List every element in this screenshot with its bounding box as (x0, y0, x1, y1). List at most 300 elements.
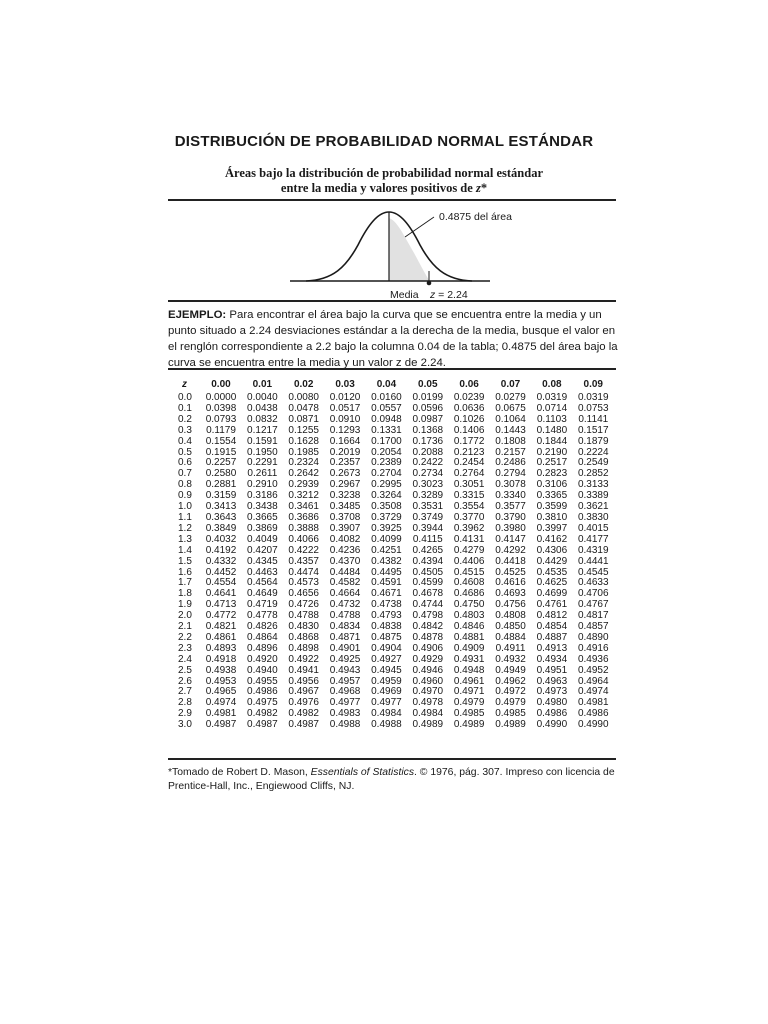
area-value-cell: 0.4706 (577, 588, 609, 600)
area-value-cell: 0.4949 (495, 664, 526, 676)
area-value-cell: 0.4608 (453, 577, 485, 589)
area-value-cell: 0.3238 (329, 490, 361, 502)
area-value-cell: 0.4927 (371, 653, 402, 665)
area-value-cell: 0.4854 (536, 621, 568, 633)
area-value-cell: 0.4222 (288, 544, 319, 556)
area-value-cell: 0.4962 (495, 675, 526, 687)
area-value-cell: 0.3461 (288, 501, 319, 513)
area-value-cell: 0.3106 (536, 479, 568, 491)
area-value-cell: 0.4793 (371, 610, 402, 622)
column-header: 0.02 (293, 379, 314, 390)
z-value-cell: 1.2 (178, 522, 192, 534)
area-value-cell: 0.4984 (412, 708, 444, 720)
area-value-cell: 0.4505 (412, 566, 444, 578)
area-value-cell: 0.4984 (371, 708, 402, 720)
footnote-text-end: . © 1976, pág. 307. Impreso con licencia de Prentice-Hall, Inc., Engiewood Cliffs, NJ. (168, 767, 615, 792)
area-value-cell: 0.4967 (288, 686, 319, 698)
area-value-cell: 0.3264 (371, 490, 402, 502)
area-value-cell: 0.4726 (288, 599, 319, 611)
area-value-cell: 0.2611 (247, 468, 278, 480)
area-value-cell: 0.4767 (577, 599, 609, 611)
table-header-row (168, 376, 614, 393)
area-value-cell: 0.4463 (247, 566, 278, 578)
area-value-cell: 0.2995 (371, 479, 402, 491)
z-value-cell: 1.4 (178, 544, 192, 556)
area-value-cell: 0.3289 (412, 490, 444, 502)
area-value-cell: 0.4989 (453, 719, 485, 731)
area-value-cell: 0.4664 (329, 588, 361, 600)
area-value-cell: 0.3749 (412, 511, 444, 523)
area-value-cell: 0.2157 (495, 446, 526, 458)
area-value-cell: 0.4591 (371, 577, 402, 589)
area-value-cell: 0.4963 (536, 675, 568, 687)
area-value-cell: 0.4871 (329, 631, 361, 643)
area-value-cell: 0.4896 (247, 642, 278, 654)
area-value-cell: 0.2910 (247, 479, 278, 491)
area-value-cell: 0.4761 (536, 599, 568, 611)
z-value-cell: 1.7 (178, 577, 192, 589)
area-value-cell: 0.4938 (205, 664, 237, 676)
area-value-cell: 0.1950 (247, 446, 278, 458)
area-value-cell: 0.0714 (536, 402, 568, 414)
area-value-cell: 0.2734 (412, 468, 444, 480)
column-header: 0.07 (500, 379, 521, 390)
area-value-cell: 0.4671 (371, 588, 402, 600)
area-value-cell: 0.4319 (577, 544, 609, 556)
area-value-cell: 0.4641 (205, 588, 237, 600)
column-header: 0.09 (583, 379, 603, 390)
area-value-cell: 0.3365 (536, 490, 568, 502)
area-value-cell: 0.4192 (205, 544, 237, 556)
area-value-cell: 0.4957 (329, 675, 361, 687)
subtitle-line-2-text: entre la media y valores positivos de (280, 181, 476, 195)
area-value-cell: 0.4115 (412, 533, 443, 545)
area-value-cell: 0.1844 (536, 435, 568, 447)
area-value-cell: 0.4732 (329, 599, 361, 611)
area-value-cell: 0.1554 (205, 435, 237, 447)
normal-curve-figure (168, 201, 616, 300)
table-top-rule (168, 368, 616, 370)
area-value-cell: 0.4946 (412, 664, 444, 676)
area-value-cell: 0.4890 (577, 631, 609, 643)
area-value-cell: 0.3621 (577, 501, 609, 513)
area-value-cell: 0.2967 (329, 479, 361, 491)
area-value-cell: 0.4452 (205, 566, 237, 578)
area-value-cell: 0.4686 (453, 588, 485, 600)
area-value-cell: 0.2389 (371, 457, 402, 469)
area-value-cell: 0.3962 (453, 522, 485, 534)
area-value-cell: 0.3708 (329, 511, 361, 523)
area-value-cell: 0.4955 (247, 675, 278, 687)
area-value-cell: 0.4875 (371, 631, 402, 643)
area-value-cell: 0.4970 (412, 686, 444, 698)
area-value-cell: 0.4292 (495, 544, 526, 556)
area-value-cell: 0.1736 (412, 435, 444, 447)
column-header-z: z (182, 379, 187, 390)
area-value-cell: 0.4778 (247, 610, 278, 622)
area-value-cell: 0.4977 (329, 697, 361, 709)
area-value-cell: 0.4842 (412, 621, 444, 633)
area-value-cell: 0.3925 (371, 522, 402, 534)
area-value-cell: 0.4207 (247, 544, 278, 556)
area-value-cell: 0.0239 (453, 392, 485, 403)
area-value-cell: 0.4678 (412, 588, 444, 600)
area-value-cell: 0.0199 (412, 392, 444, 403)
area-value-cell: 0.4625 (536, 577, 568, 589)
area-value-cell: 0.2642 (288, 468, 319, 480)
area-value-cell: 0.1331 (371, 424, 402, 436)
area-value-cell: 0.4931 (453, 653, 485, 665)
z-value-cell: 2.3 (178, 642, 192, 654)
footnote-book-title: Essentials of Statistics (310, 767, 415, 778)
area-value-cell: 0.2823 (536, 468, 568, 480)
area-value-cell: 0.4474 (288, 566, 319, 578)
area-value-cell: 0.4887 (536, 631, 568, 643)
page-title: DISTRIBUCIÓN DE PROBABILIDAD NORMAL ESTÁNDAR (174, 133, 594, 150)
area-value-cell: 0.4699 (536, 588, 568, 600)
area-value-cell: 0.3729 (371, 511, 402, 523)
area-value-cell: 0.2486 (495, 457, 526, 469)
area-value-cell: 0.3770 (453, 511, 485, 523)
z-value-cell: 3.0 (178, 719, 192, 731)
area-value-cell: 0.0080 (288, 392, 319, 403)
area-value-cell: 0.4956 (288, 675, 319, 687)
area-label: 0.4875 del área (439, 211, 512, 223)
area-value-cell: 0.3438 (247, 501, 278, 513)
area-value-cell: 0.0000 (205, 392, 237, 403)
area-value-cell: 0.4906 (412, 642, 444, 654)
area-value-cell: 0.0675 (495, 402, 526, 414)
area-value-cell: 0.4525 (495, 566, 526, 578)
area-value-cell: 0.4987 (205, 719, 237, 731)
area-value-cell: 0.4370 (329, 555, 361, 567)
area-value-cell: 0.4857 (577, 621, 609, 633)
area-value-cell: 0.1591 (247, 435, 278, 447)
area-value-cell: 0.4616 (495, 577, 526, 589)
z-value-cell: 1.8 (178, 588, 192, 600)
area-value-cell: 0.4965 (205, 686, 237, 698)
subtitle-line-1: Áreas bajo la distribución de probabilidad normal estándar (225, 166, 543, 180)
area-value-cell: 0.0910 (329, 413, 361, 425)
area-value-cell: 0.4901 (329, 642, 361, 654)
area-value-cell: 0.0120 (329, 392, 361, 403)
z-value-cell: 2.4 (178, 653, 192, 665)
area-value-cell: 0.4904 (371, 642, 402, 654)
area-value-cell: 0.0160 (371, 392, 402, 403)
area-value-cell: 0.4441 (577, 555, 609, 567)
z-value-cell: 2.5 (178, 664, 192, 676)
area-value-cell: 0.4846 (453, 621, 485, 633)
area-value-cell: 0.3790 (495, 511, 526, 523)
area-value-cell: 0.4693 (495, 588, 526, 600)
area-value-cell: 0.4985 (453, 708, 485, 720)
area-value-cell: 0.4251 (371, 544, 402, 556)
area-value-cell: 0.4066 (288, 533, 319, 545)
z-value-cell: 0.6 (178, 457, 192, 469)
area-value-cell: 0.4893 (205, 642, 237, 654)
area-value-cell: 0.4960 (412, 675, 444, 687)
area-value-cell: 0.4357 (288, 555, 319, 567)
area-value-cell: 0.4744 (412, 599, 444, 611)
area-value-cell: 0.2517 (536, 457, 568, 469)
area-value-cell: 0.4418 (495, 555, 526, 567)
figure-bottom-rule (168, 300, 616, 302)
area-value-cell: 0.4850 (495, 621, 526, 633)
example-text: Para encontrar el área bajo la curva que se encuentra entre la media y un punto situado a 2.24 desviaciones estándar a la derecha de la media, busque el valor en el renglón correspondiente a 2.2 bajo la columna 0.04 de la tabla; 0.4875 del área bajo la curva se encuentra entre la media y un valor z de 2.24. (168, 309, 618, 369)
z-value-cell: 1.9 (178, 599, 192, 611)
area-value-cell: 0.4649 (247, 588, 278, 600)
area-value-cell: 0.1985 (288, 446, 319, 458)
area-value-cell: 0.4988 (371, 719, 402, 731)
area-value-cell: 0.4969 (371, 686, 402, 698)
area-value-cell: 0.1141 (578, 413, 609, 425)
z-value-cell: 1.1 (178, 511, 192, 523)
area-value-cell: 0.4131 (453, 533, 485, 545)
area-value-cell: 0.1700 (371, 435, 402, 447)
area-value-cell: 0.3133 (577, 479, 609, 491)
z-value-cell: 2.2 (178, 631, 192, 643)
area-value-cell: 0.4987 (288, 719, 319, 731)
column-header: 0.01 (252, 379, 273, 390)
area-value-cell: 0.2549 (577, 457, 609, 469)
example-paragraph (168, 307, 620, 371)
area-value-cell: 0.4545 (577, 566, 609, 578)
area-value-cell: 0.4980 (536, 697, 568, 709)
area-value-cell: 0.0398 (205, 402, 237, 414)
area-value-cell: 0.0040 (247, 392, 278, 403)
area-value-cell: 0.4989 (412, 719, 444, 731)
area-value-cell: 0.0948 (371, 413, 402, 425)
area-value-cell: 0.4495 (371, 566, 402, 578)
area-value-cell: 0.0478 (288, 402, 319, 414)
area-value-cell: 0.4976 (288, 697, 319, 709)
area-value-cell: 0.3907 (329, 522, 361, 534)
area-value-cell: 0.1026 (453, 413, 485, 425)
area-value-cell: 0.2673 (329, 468, 361, 480)
area-value-cell: 0.1480 (536, 424, 568, 436)
area-value-cell: 0.4898 (288, 642, 319, 654)
column-header: 0.06 (459, 379, 479, 390)
area-value-cell: 0.4821 (205, 621, 237, 633)
area-value-cell: 0.0753 (577, 402, 609, 414)
area-value-cell: 0.1443 (495, 424, 526, 436)
area-value-cell: 0.3212 (288, 490, 319, 502)
area-value-cell: 0.4236 (329, 544, 361, 556)
table-bottom-rule (168, 758, 616, 760)
area-value-cell: 0.4979 (495, 697, 526, 709)
area-value-cell: 0.2939 (288, 479, 319, 491)
area-value-cell: 0.4633 (577, 577, 609, 589)
area-value-cell: 0.4788 (329, 610, 361, 622)
area-value-cell: 0.4929 (412, 653, 444, 665)
area-value-cell: 0.3888 (288, 522, 319, 534)
area-value-cell: 0.2088 (412, 446, 444, 458)
area-value-cell: 0.4798 (412, 610, 444, 622)
area-value-cell: 0.3686 (288, 511, 319, 523)
area-value-cell: 0.4808 (495, 610, 526, 622)
table-row (168, 426, 614, 437)
area-value-cell: 0.4981 (577, 697, 609, 709)
z-value-cell: 2.1 (178, 621, 192, 633)
area-value-cell: 0.2422 (412, 457, 444, 469)
area-value-cell: 0.2123 (453, 446, 485, 458)
area-value-cell: 0.3389 (577, 490, 609, 502)
area-value-cell: 0.3869 (247, 522, 278, 534)
area-value-cell: 0.4406 (453, 555, 485, 567)
area-value-cell: 0.1517 (577, 424, 609, 436)
area-value-cell: 0.3051 (453, 479, 485, 491)
area-value-cell: 0.4265 (412, 544, 444, 556)
z-value-cell: 1.5 (178, 555, 192, 567)
area-value-cell: 0.4817 (577, 610, 609, 622)
area-value-cell: 0.4986 (536, 708, 568, 720)
area-value-cell: 0.4515 (453, 566, 485, 578)
area-value-cell: 0.4941 (288, 664, 319, 676)
area-value-cell: 0.3849 (205, 522, 237, 534)
area-value-cell: 0.4953 (205, 675, 237, 687)
area-value-cell: 0.4925 (329, 653, 361, 665)
area-value-cell: 0.4911 (495, 642, 526, 654)
area-value-cell: 0.0557 (371, 402, 402, 414)
area-value-cell: 0.4952 (577, 664, 609, 676)
area-value-cell: 0.3980 (495, 522, 526, 534)
area-value-cell: 0.4868 (288, 631, 319, 643)
area-value-cell: 0.1915 (205, 446, 237, 458)
area-value-cell: 0.0871 (288, 413, 319, 425)
area-value-cell: 0.4756 (495, 599, 526, 611)
area-value-cell: 0.1772 (453, 435, 485, 447)
area-value-cell: 0.4983 (329, 708, 361, 720)
area-value-cell: 0.4959 (371, 675, 402, 687)
z-value-cell: 1.3 (178, 533, 192, 545)
area-value-cell: 0.2019 (329, 446, 361, 458)
area-value-cell: 0.4990 (536, 719, 568, 731)
area-value-cell: 0.4881 (453, 631, 485, 643)
z-point (427, 281, 432, 286)
area-value-cell: 0.3186 (247, 490, 278, 502)
area-value-cell: 0.3485 (329, 501, 361, 513)
area-value-cell: 0.4564 (247, 577, 278, 589)
z-value-cell: 2.0 (178, 610, 192, 622)
area-value-cell: 0.4713 (205, 599, 237, 611)
column-header: 0.08 (542, 379, 562, 390)
area-value-cell: 0.4884 (495, 631, 526, 643)
area-value-cell: 0.2704 (371, 468, 402, 480)
z-table (168, 376, 614, 731)
area-value-cell: 0.1664 (329, 435, 361, 447)
z-value-cell: 0.5 (178, 446, 192, 458)
area-value-cell: 0.4429 (536, 555, 568, 567)
table-row (168, 557, 614, 568)
z-value-cell: 0.2 (178, 413, 192, 425)
area-value-cell: 0.4656 (288, 588, 319, 600)
area-value-cell: 0.4599 (412, 577, 444, 589)
area-value-cell: 0.4990 (577, 719, 609, 731)
area-value-cell: 0.4861 (205, 631, 237, 643)
area-value-cell: 0.3078 (495, 479, 526, 491)
area-value-cell: 0.4554 (205, 577, 237, 589)
area-value-cell: 0.4484 (329, 566, 361, 578)
area-value-cell: 0.4988 (329, 719, 361, 731)
column-header: 0.04 (376, 379, 397, 390)
area-value-cell: 0.4981 (205, 708, 237, 720)
area-value-cell: 0.4977 (371, 697, 402, 709)
area-value-cell: 0.4719 (247, 599, 278, 611)
area-value-cell: 0.4049 (247, 533, 278, 545)
z-value-cell: 0.9 (178, 490, 192, 502)
area-value-cell: 0.4147 (495, 533, 526, 545)
area-value-cell: 0.4986 (577, 708, 609, 720)
area-value-cell: 0.0596 (412, 402, 444, 414)
area-value-cell: 0.0636 (453, 402, 485, 414)
area-value-cell: 0.4573 (288, 577, 319, 589)
area-value-cell: 0.2054 (371, 446, 402, 458)
area-value-cell: 0.4964 (577, 675, 609, 687)
area-value-cell: 0.1179 (206, 424, 236, 436)
area-value-cell: 0.0987 (412, 413, 444, 425)
area-value-cell: 0.2794 (495, 468, 526, 480)
area-value-cell: 0.3830 (577, 511, 609, 523)
area-value-cell: 0.4934 (536, 653, 568, 665)
table-row (168, 546, 614, 557)
area-value-cell: 0.2324 (288, 457, 319, 469)
area-value-cell: 0.1628 (288, 435, 319, 447)
z-value-label (429, 289, 468, 300)
area-value-cell: 0.2881 (205, 479, 237, 491)
area-value-cell: 0.4940 (247, 664, 278, 676)
area-value-cell: 0.4936 (577, 653, 609, 665)
table-row (168, 437, 614, 448)
area-value-cell: 0.4961 (453, 675, 485, 687)
area-value-cell: 0.4943 (329, 664, 361, 676)
area-value-cell: 0.4535 (536, 566, 568, 578)
area-value-cell: 0.4177 (577, 533, 609, 545)
z-value-cell: 1.0 (178, 501, 192, 513)
area-value-cell: 0.0517 (329, 402, 361, 414)
area-value-cell: 0.0793 (205, 413, 237, 425)
area-value-cell: 0.3599 (536, 501, 568, 513)
column-header: 0.00 (211, 379, 231, 390)
area-value-cell: 0.3340 (495, 490, 526, 502)
subtitle-z-variable: z (475, 181, 481, 195)
area-value-cell: 0.4985 (495, 708, 526, 720)
area-value-cell: 0.1879 (577, 435, 609, 447)
area-value-cell: 0.0832 (247, 413, 278, 425)
footnote-text: *Tomado de Robert D. Mason, (168, 767, 311, 778)
area-value-cell: 0.2357 (329, 457, 361, 469)
area-value-cell: 0.3810 (536, 511, 568, 523)
area-value-cell: 0.4772 (205, 610, 237, 622)
area-value-cell: 0.4986 (247, 686, 278, 698)
area-value-cell: 0.4279 (453, 544, 485, 556)
area-value-cell: 0.4978 (412, 697, 444, 709)
area-value-cell: 0.3944 (412, 522, 444, 534)
area-value-cell: 0.4750 (453, 599, 485, 611)
area-value-cell: 0.4948 (453, 664, 485, 676)
z-value-cell: 0.3 (178, 424, 192, 436)
media-label: Media (390, 289, 419, 300)
area-value-cell: 0.1255 (288, 424, 319, 436)
area-value-cell: 0.1406 (453, 424, 485, 436)
area-value-cell: 0.4788 (288, 610, 319, 622)
area-value-cell: 0.4162 (536, 533, 568, 545)
area-value-cell: 0.4972 (495, 686, 526, 698)
area-value-cell: 0.4099 (371, 533, 402, 545)
footnote (168, 766, 620, 794)
area-value-cell: 0.4826 (247, 621, 278, 633)
area-value-cell: 0.0438 (247, 402, 278, 414)
area-value-cell: 0.2257 (205, 457, 237, 469)
